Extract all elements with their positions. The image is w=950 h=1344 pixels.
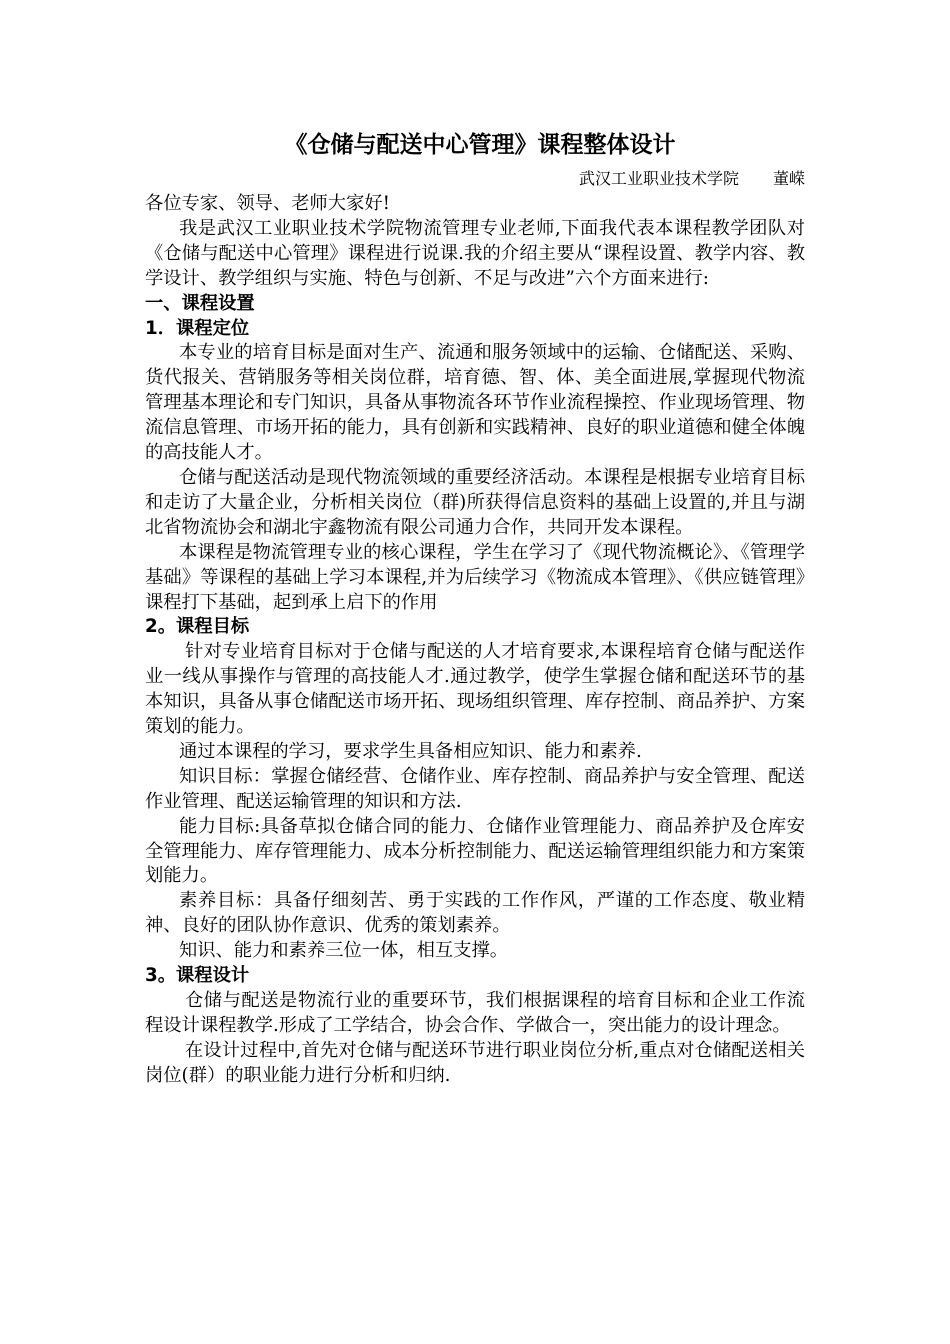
- paragraph: 本课程是物流管理专业的核心课程，学生在学习了《现代物流概论》、《管理学基础》等课程的基础上学习本课程,并为后续学习《物流成本管理》、《供应链管理》课程打下基础，起到承上启下的作用: [145, 541, 805, 613]
- author-line: [145, 166, 805, 192]
- subheading-course-objectives: 2。课程目标: [145, 616, 250, 638]
- greeting: 各位专家、领导、老师大家好!: [145, 193, 391, 214]
- paragraph: 仓储与配送活动是现代物流领域的重要经济活动。本课程是根据专业培育目标和走访了大量企业，分析相关岗位（群)所获得信息资料的基础上设置的,并且与湖北省物流协会和湖北宇鑫物流有限公司通力合作，共同开发本课程。: [145, 466, 805, 538]
- document-title: 《仓储与配送中心管理》课程整体设计: [284, 132, 676, 158]
- author-name: 董嵘: [772, 169, 805, 188]
- document-body: [145, 192, 805, 1089]
- subheading-course-design: 3。课程设计: [145, 965, 250, 987]
- intro-paragraph: 我是武汉工业职业技术学院物流管理专业老师,下面我代表本课程教学团队对《仓储与配送中心管理》课程进行说课.我的介绍主要从“课程设置、教学内容、教学设计、教学组织与实施、特色与创新、不足与改进”六个方面来进行:: [145, 217, 805, 289]
- section-heading-course-setup: 一、课程设置: [145, 292, 255, 314]
- paragraph: 仓储与配送是物流行业的重要环节，我们根据课程的培育目标和企业工作流程设计课程教学.形成了工学结合，协会合作、学做合一，突出能力的设计理念。: [145, 990, 805, 1036]
- subheading-course-positioning: 1．课程定位: [145, 317, 250, 339]
- paragraph: 通过本课程的学习，要求学生具备相应知识、能力和素养.: [179, 740, 642, 762]
- paragraph: 素养目标：具备仔细刻苦、勇于实践的工作作风，严谨的工作态度、敬业精神、良好的团队协作意识、优秀的策划素养。: [145, 890, 805, 937]
- author-affiliation: 武汉工业职业技术学院: [578, 169, 739, 188]
- paragraph: 能力目标:具备草拟仓储合同的能力、仓储作业管理能力、商品养护及仓库安全管理能力、库存管理能力、成本分析控制能力、配送运输管理组织能力和方案策划能力。: [145, 815, 805, 887]
- paragraph: 针对专业培育目标对于仓储与配送的人才培育要求,本课程培育仓储与配送作业一线从事操作与管理的高技能人才.通过教学，使学生掌握仓储和配送环节的基本知识，具备从事仓储配送市场开拓、现场组织管理、库存控制、商品养护、方案策划的能力。: [145, 641, 805, 738]
- paragraph: 本专业的培育目标是面对生产、流通和服务领域中的运输、仓储配送、采购、货代报关、营销服务等相关岗位群，培育德、智、体、美全面进展,掌握现代物流管理基本理论和专门知识，具备从事物流各环节作业流程操控、作业现场管理、物流信息管理、市场开拓的能力，具有创新和实践精神、良好的职业道德和健全体魄的高技能人才。: [145, 342, 805, 464]
- paragraph: 知识、能力和素养三位一体，相互支撑。: [179, 940, 509, 962]
- paragraph: 知识目标：掌握仓储经营、仓储作业、库存控制、商品养护与安全管理、配送作业管理、配送运输管理的知识和方法.: [145, 765, 805, 812]
- paragraph: 在设计过程中,首先对仓储与配送环节进行职业岗位分析,重点对仓储配送相关岗位(群）的职业能力进行分析和归纳.: [145, 1039, 805, 1086]
